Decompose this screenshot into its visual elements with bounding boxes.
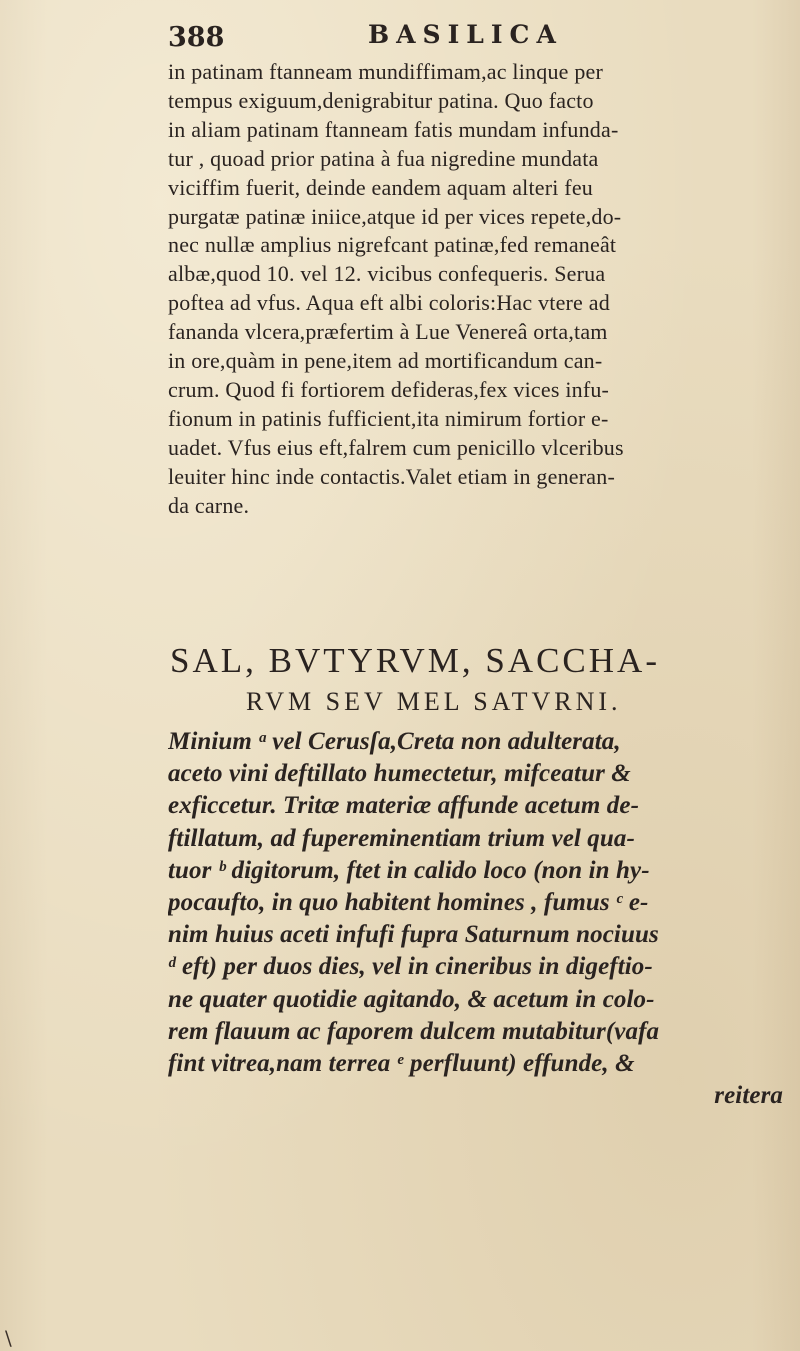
text-line: in aliam patinam ftanneam fatis mundam infunda- xyxy=(168,116,619,142)
text-line: poftea ad vfus. Aqua eft albi coloris:Hac vtere ad xyxy=(168,290,610,316)
text-line: fionum in patinis fufficient,ita nimirum fortior e- xyxy=(168,405,609,431)
text-line: in patinam ftanneam mundiffimam,ac linque per xyxy=(168,59,604,84)
recipe-line: ftillatum, ad fupereminentiam trium vel qua- xyxy=(168,824,635,852)
text-line: uadet. Vfus eius eft,falrem cum penicillo vlceribus xyxy=(168,434,624,460)
recipe-line: exficcetur. Tritæ materiæ affunde acetum de- xyxy=(168,792,640,820)
text-line: albæ,quod 10. vel 12. vicibus confequeris. Serua xyxy=(168,261,606,287)
text-line: viciffim fuerit, deinde eandem aquam alteri feu xyxy=(168,174,593,200)
recipe-line: Minium ᵃ vel Cerusſa,Creta non adulterata, xyxy=(168,728,621,755)
text-line: leuiter hinc inde contactis.Valet etiam in generan- xyxy=(168,463,615,489)
text-line: in ore,quàm in pene,item ad mortificandum can- xyxy=(168,348,603,374)
recipe-line: tuor ᵇ digitorum, ftet in calido loco (non in hy- xyxy=(168,856,650,884)
page-number: 388 xyxy=(168,22,225,53)
running-head: BASILICA xyxy=(368,20,563,49)
text-line: purgatæ patinæ iniice,atque id per vices repete,do- xyxy=(168,203,622,229)
recipe-block xyxy=(168,726,793,1112)
text-line: fananda vlcera,præfertim à Lue Venereâ orta,tam xyxy=(168,319,608,345)
page-header xyxy=(168,18,778,58)
recipe-line: nim huius aceti infufi fupra Saturnum nociuus xyxy=(168,921,659,949)
margin-mark: \ xyxy=(5,1326,12,1350)
section-heading xyxy=(168,640,788,722)
text-line: crum. Quod fi fortiorem defideras,fex vices infu- xyxy=(168,376,610,402)
recipe-line: ne quater quotidie agitando, & acetum in colo- xyxy=(168,985,655,1013)
paragraph-block xyxy=(168,58,788,521)
section-heading-line-1: SAL, BVTYRVM, SACCHA- xyxy=(170,641,660,680)
text-line: da carne. xyxy=(168,492,250,518)
text-line: tempus exiguum,denigrabitur patina. Quo facto xyxy=(168,87,594,113)
catchword: reitera xyxy=(714,1082,783,1110)
text-line: tur , quoad prior patina à fua nigredine mundata xyxy=(168,145,599,171)
recipe-line: pocaufto, in quo habitent homines , fumus ᶜ e- xyxy=(168,889,649,917)
recipe-line: rem flauum ac faporem dulcem mutabitur(vafa xyxy=(168,1017,660,1045)
recipe-line: ᵈ eft) per duos dies, vel in cineribus in digeftio- xyxy=(168,953,653,981)
recipe-line: fint vitrea,nam terrea ᵉ perfluunt) effunde, & xyxy=(168,1050,635,1078)
section-heading-line-2: RVM SEV MEL SATVRNI. xyxy=(246,687,622,716)
recipe-line: aceto vini deftillato humectetur, mifceatur & xyxy=(168,760,631,788)
text-line: nec nullæ amplius nigrefcant patinæ,fed remaneât xyxy=(168,232,617,258)
